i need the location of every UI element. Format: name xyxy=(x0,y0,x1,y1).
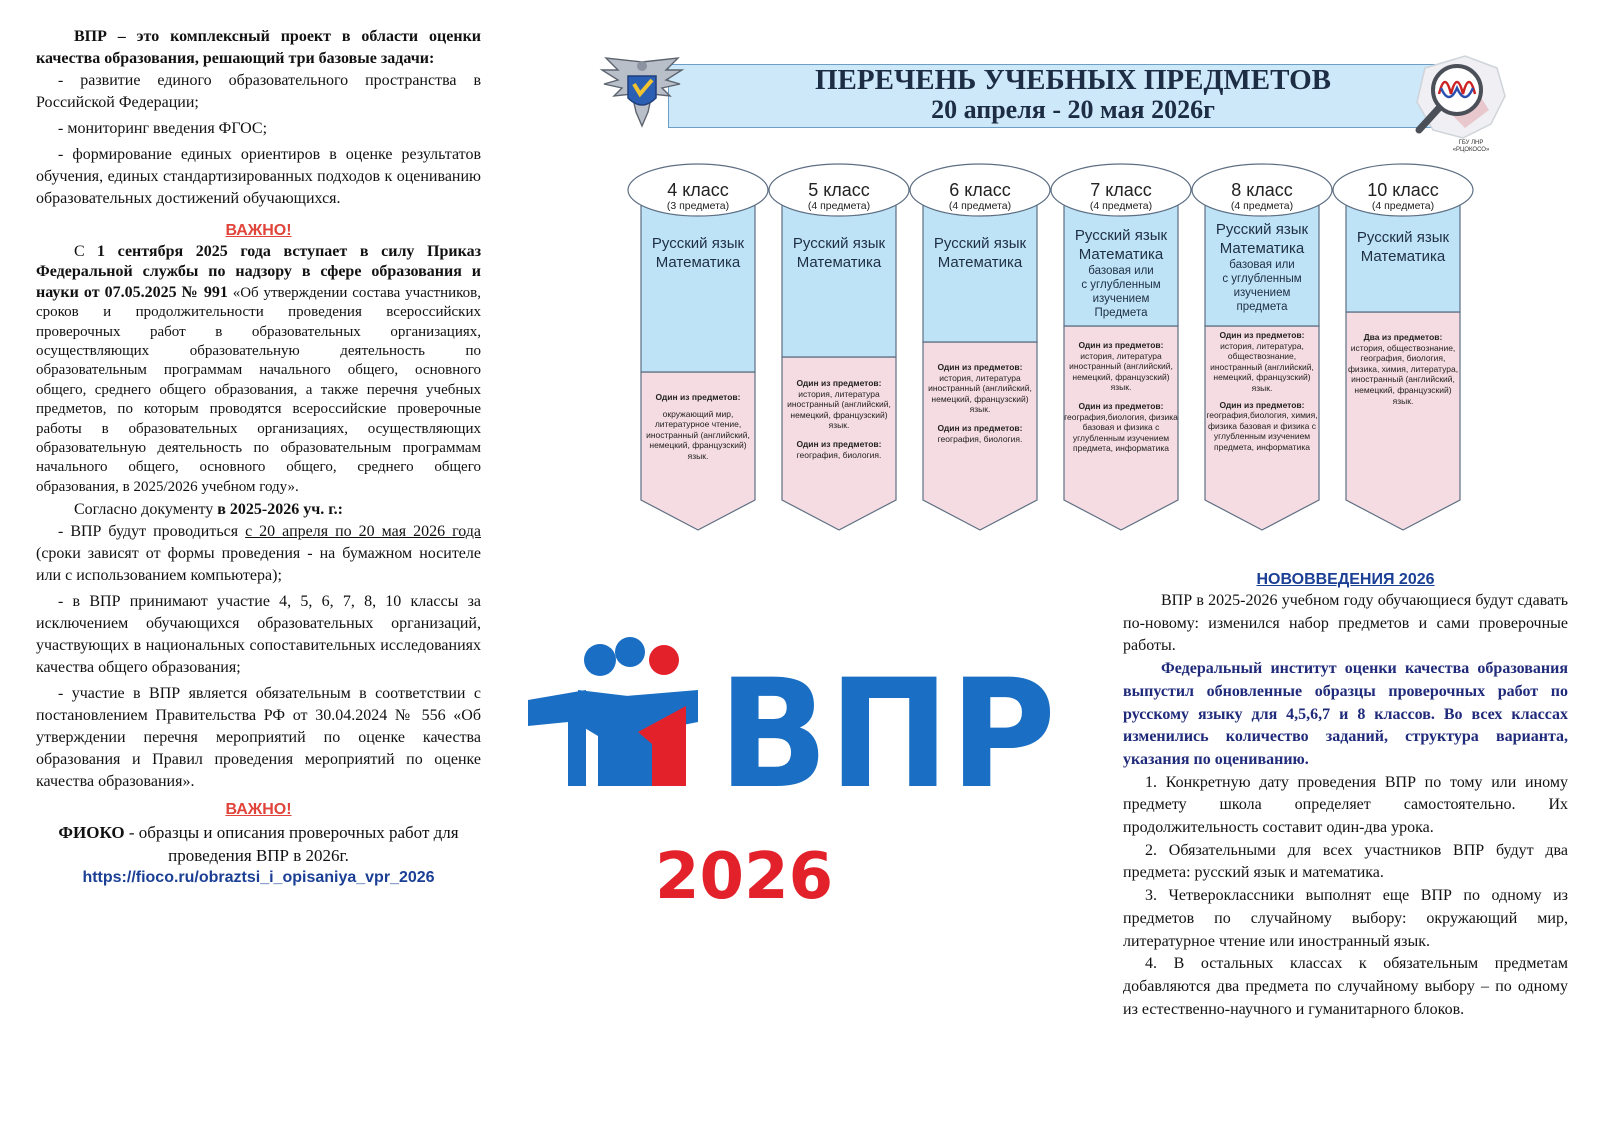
fioco-news: Федеральный институт оценки качества образования выпустил обновленные образцы проверочных работ по русскому языку для 4,5,6,7 и 8 классов. Во всех классах изменились количество заданий, структура варианта, указания по оцениванию. xyxy=(1123,660,1568,768)
task-2: - мониторинг введения ФГОС; xyxy=(58,120,268,137)
grade-4-title: 4 класс xyxy=(667,180,729,200)
grade-5-column xyxy=(766,162,912,544)
grade-7-column xyxy=(1048,162,1194,544)
news-point-1: 1. Конкретную дату проведения ВПР по тому или иному предмету школа определяет самостоятельно. Их продолжительность составит один-два урока. xyxy=(1123,773,1568,837)
grade-7-count: (4 предмета) xyxy=(1089,200,1153,212)
important-label-2: ВАЖНО! xyxy=(225,801,292,819)
grade-7-subjects: Русский язык Математика xyxy=(1074,227,1168,263)
news-point-4: 4. В остальных классах к обязательным предметам добавляются два предмета по случайному выбору – по одному из естественно-научного и гуманитарного блоков. xyxy=(1123,955,1568,1018)
important-label: ВАЖНО! xyxy=(225,222,292,239)
per-document: Согласно документу в 2025-2026 уч. г.: xyxy=(74,501,343,519)
grade-7-options: Один из предметов: история, литература иностранный (английский, немецкий, французский) язык. Один из предметов: география,биология, физика базовая и физика с углубленным изучением предмета, информатика xyxy=(1064,340,1178,454)
news-intro: ВПР в 2025-2026 учебном году обучающиеся будут сдавать по-новому: изменился набор предметов и сами проверочные работы. xyxy=(1123,592,1568,655)
news-point-2: 2. Обязательными для всех участников ВПР будут два предмета: русский язык и математика. xyxy=(1123,841,1568,882)
grade-8-title: 8 класс xyxy=(1231,180,1293,200)
order-paragraph: С 1 сентября 2025 года вступает в силу Приказ Федеральной службы по надзору в сфере образования и науки от 07.05.2025 № 991 «Об утверждении состава участников, сроков и продолжительности проведения всероссийских проверочных работ в образовательных организациях, осуществляющих образовательную деятельность по образовательным программам начального общего, основного общего, среднего общего образования, а также перечня учебных предметов, по которым проводятся всероссийские проверочные работы в образовательных организациях, осуществляющих образовательную деятельность по образовательным программам начального общего, основного общего, среднего общего образования, в 2025/2026 учебном году». xyxy=(36,243,482,495)
left-column xyxy=(36,26,481,889)
grade-5-options: Один из предметов: история, литература иностранный (английский, немецкий, французский) язык. Один из предметов: география, биология. xyxy=(787,378,891,460)
vpr-logo-figures-icon xyxy=(528,637,698,786)
grade-4-shape xyxy=(625,162,771,544)
grade-6-column xyxy=(907,162,1053,544)
news-title: НОВОВВЕДЕНИЯ 2026 xyxy=(1256,571,1435,588)
grade-5-subjects: Русский язык Математика xyxy=(792,235,886,271)
region-caption: ГБУ ЛНР «РЦОКОСО» xyxy=(1452,140,1490,153)
task-1: - развитие единого образовательного пространства в Российской Федерации; xyxy=(36,72,481,111)
grade-4-column xyxy=(625,162,771,544)
banner-title: ПЕРЕЧЕНЬ УЧЕБНЫХ ПРЕДМЕТОВ xyxy=(814,64,1331,96)
mandatory-paragraph: - участие в ВПР является обязательным в соответствии с постановлением Правительства РФ от 30.04.2024 № 556 «Об утверждении перечня мероприятий по оценке качества образования и Правил проведения мероприятий по оценке качества образования». xyxy=(36,685,481,791)
fioco-link[interactable]: https://fioco.ru/obraztsi_i_opisaniya_vpr_2026 xyxy=(82,869,435,887)
grade-5-shape xyxy=(766,162,912,544)
grade-4-count: (3 предмета) xyxy=(666,200,730,212)
grade-5-title: 5 класс xyxy=(808,180,870,200)
grade-6-count: (4 предмета) xyxy=(948,200,1012,212)
vpr-year: 2026 xyxy=(655,840,834,914)
grade-4-options: Один из предметов: окружающий мир, литературное чтение, иностранный (английский, немецкий, французский) язык. xyxy=(646,392,750,461)
grade-10-options: Два из предметов: история, обществознание, география, биология, физика, химия, литература, иностранный (английский, немецкий, французский) язык. xyxy=(1347,332,1459,406)
participants-paragraph: - в ВПР принимают участие 4, 5, 6, 7, 8, 10 классы за исключением обучающихся образовательных организаций, участвующих в национальных сопоставительных исследованиях качества общего образования; xyxy=(36,593,481,677)
grade-10-count: (4 предмета) xyxy=(1371,200,1435,212)
grade-6-title: 6 класс xyxy=(949,180,1011,200)
grade-5-count: (4 предмета) xyxy=(807,200,871,212)
grade-8-count: (4 предмета) xyxy=(1230,200,1294,212)
held-dates-paragraph: - ВПР будут проводиться с 20 апреля по 20 мая 2026 года (сроки зависят от формы проведения - на бумажном носителе или с использованием компьютера); xyxy=(36,523,482,585)
grade-4-subjects: Русский язык Математика xyxy=(651,235,745,271)
grade-7-title: 7 класс xyxy=(1090,180,1152,200)
grade-10-title: 10 класс xyxy=(1367,180,1439,200)
grade-8-column xyxy=(1189,162,1335,544)
grade-6-shape xyxy=(907,162,1053,544)
header-banner xyxy=(668,64,1478,128)
grade-6-subjects: Русский язык Математика xyxy=(933,235,1027,271)
right-column xyxy=(1123,570,1568,1021)
grade-8-extra: базовая или с углубленным изучением предмета xyxy=(1222,259,1302,313)
task-3: - формирование единых ориентиров в оценке результатов обучения, единых стандартизированных подходов к оцениванию образовательных достижений обучающихся. xyxy=(36,146,481,207)
news-point-3: 3. Четвероклассники выполнят еще ВПР по одному из предметов по случайному выбору: окружающий мир, литературное чтение или иностранный язык. xyxy=(1123,887,1568,950)
grade-8-subjects: Русский язык Математика xyxy=(1215,221,1309,257)
grade-10-subjects: Русский язык Математика xyxy=(1356,229,1450,265)
grade-10-column xyxy=(1330,162,1476,544)
eagle-emblem-icon xyxy=(598,52,686,132)
grade-8-options: Один из предметов: история, литература, обществознание, иностранный (английский, немецкий, французский) язык. Один из предметов: география,биология, химия, физика базовая и физика с углубленным изучением предмета, информатика xyxy=(1206,330,1318,452)
fioco-paragraph: ФИОКО - образцы и описания проверочных работ для проведения ВПР в 2026г. xyxy=(58,823,459,866)
vpr-logo-text: ВПР xyxy=(718,648,1056,816)
grade-7-extra: базовая или с углубленным изучением Предмета xyxy=(1081,265,1161,319)
banner-date: 20 апреля - 20 мая 2026г xyxy=(931,95,1215,124)
grade-6-options: Один из предметов: история, литература иностранный (английский, немецкий, французский) язык. Один из предметов: география, биология. xyxy=(928,362,1032,444)
vpr-logo xyxy=(528,636,1068,816)
intro-paragraph: ВПР – это комплексный проект в области оценки качества образования, решающий три базовые задачи: xyxy=(36,28,481,67)
